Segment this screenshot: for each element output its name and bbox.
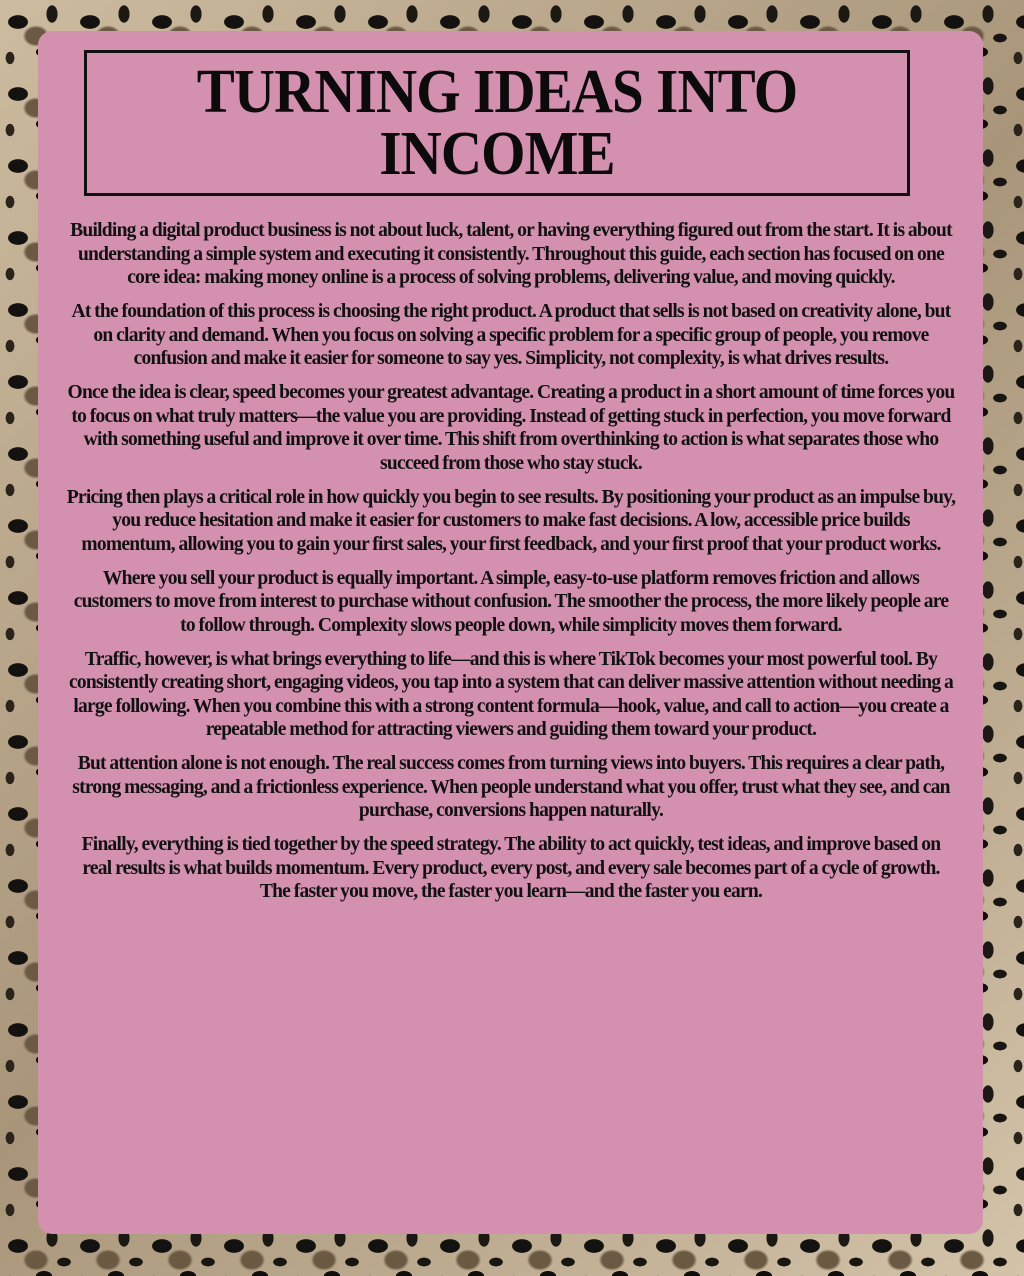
paragraph-conversion: But attention alone is not enough. The real success comes from turning views into buyers. This requires a clear path, strong messaging, and a frictionless experience. When people understand what you offer, trust what they see, and can purchase, conversions happen naturally. — [72, 753, 950, 821]
paragraph-platform: Where you sell your product is equally important. A simple, easy-to-use platform removes friction and allows customers to move from interest to purchase without confusion. The smoother the process, the more likely people are to follow through. Complexity slows people down, while simplicity moves them forward. — [73, 567, 949, 636]
paragraph-product: At the foundation of this process is choosing the right product. A product that sells is not based on creativity alone, but on clarity and demand. When you focus on solving a specific problem for a specific group of people, you remove confusion and make it easier for someone to say yes. Simplicity, not complexity, is what drives results. — [71, 301, 951, 369]
paragraph-intro: Building a digital product business is not about luck, talent, or having everything figured out from the start. It is about understanding a simple system and executing it consistently. Throughout this guide, each section has focused on one core idea: making money online is a process of solving problems, delivering value, and moving quickly. — [70, 220, 952, 288]
paragraph-pricing: Pricing then plays a critical role in how quickly you begin to see results. By positioning your product as an impulse buy, you reduce hesitation and make it easier for customers to make fast decisions. A low, accessible price builds momentum, allowing you to gain your first sales, your first feedback, and your first proof that your product works. — [66, 486, 956, 555]
body-text — [66, 219, 956, 914]
page-title: TURNING IDEAS INTO INCOME — [196, 58, 798, 188]
paragraph-traffic: Traffic, however, is what brings everything to life—and this is where TikTok becomes your most powerful tool. By consistently creating short, engaging videos, you tap into a system that can deliver massive attention without needing a large following. When you combine this with a strong content formula—hook, value, and call to action—you create a repeatable method for attracting viewers and guiding them toward your product. — [69, 648, 953, 740]
paragraph-speed: Once the idea is clear, speed becomes your greatest advantage. Creating a product in a short amount of time forces you to focus on what truly matters—the value you are providing. Instead of getting stuck in perfection, you move forward with something useful and improve it over time. This shift from overthinking to action is what separates those who succeed from those who stay stuck. — [67, 382, 955, 474]
paragraph-strategy: Finally, everything is tied together by the speed strategy. The ability to act quickly, test ideas, and improve based on real results is what builds momentum. Every product, every post, and every sale becomes part of a cycle of growth. The faster you move, the faster you learn—and the faster you earn. — [81, 834, 941, 902]
content-card — [38, 31, 983, 1234]
title-box — [84, 50, 910, 196]
